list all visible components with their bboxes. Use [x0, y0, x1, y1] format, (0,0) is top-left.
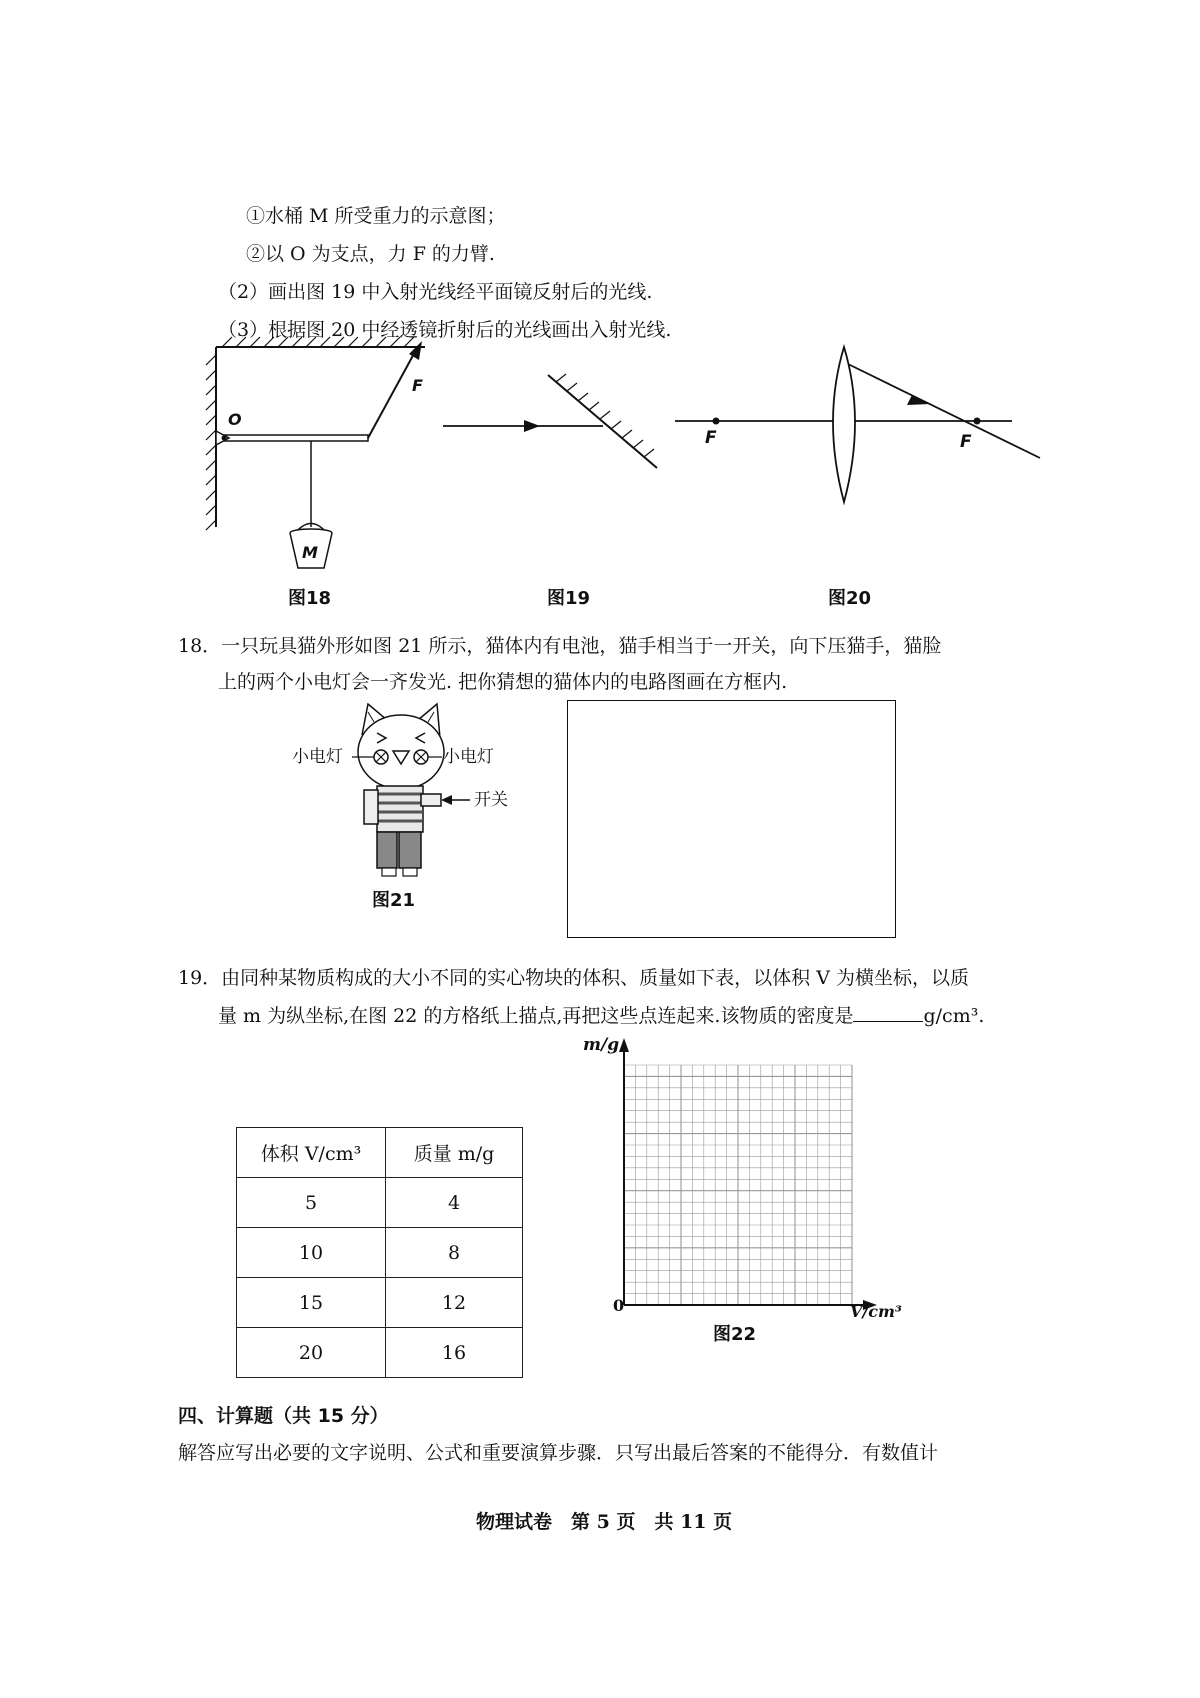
q19-line1: 19．由同种某物质构成的大小不同的实心物块的体积、质量如下表，以体积 V 为横坐标，以质	[178, 967, 969, 989]
table-cell: 5	[237, 1178, 386, 1228]
q17-sub1-a: ①水桶 M 所受重力的示意图；	[246, 205, 506, 227]
table-cell: 12	[386, 1278, 523, 1328]
table-cell: 16	[386, 1328, 523, 1378]
q18-line2: 上的两个小电灯会一齐发光. 把你猜想的猫体内的电路图画在方框内.	[218, 671, 788, 693]
q17-sub2: （2）画出图 19 中入射光线经平面镜反射后的光线.	[218, 281, 653, 303]
fig19-caption: 图19	[547, 588, 591, 609]
fig21-lamp-left-label: 小电灯	[292, 747, 343, 767]
section-4-title: 四、计算题（共 15 分）	[178, 1405, 389, 1427]
table-cell: 20	[237, 1328, 386, 1378]
table-cell: 15	[237, 1278, 386, 1328]
fig22-x-axis-label: V/cm³	[850, 1302, 902, 1321]
fig21-switch-label: 开关	[474, 790, 508, 810]
q18-line1: 18．一只玩具猫外形如图 21 所示，猫体内有电池，猫手相当于一开关，向下压猫手，猫脸	[178, 635, 942, 657]
table-cell: 10	[237, 1228, 386, 1278]
table-header-volume: 体积 V/cm³	[237, 1128, 386, 1178]
fig21-caption: 图21	[372, 890, 416, 911]
fig22-origin-label: 0	[613, 1296, 625, 1315]
q19-line2-text: 量 m 为纵坐标,在图 22 的方格纸上描点,再把这些点连起来.该物质的密度是	[218, 1005, 854, 1027]
table-header-mass: 质量 m/g	[386, 1128, 523, 1178]
table-cell: 8	[386, 1228, 523, 1278]
y-axis-arrow	[619, 1038, 629, 1052]
fig22-y-axis-label: m/g	[583, 1035, 620, 1055]
fig18-caption: 图18	[288, 588, 332, 609]
fig18-label-f: F	[412, 376, 423, 395]
table-cell: 4	[386, 1178, 523, 1228]
q19-unit: g/cm³.	[923, 1005, 985, 1027]
page-footer: 物理试卷 第 5 页 共 11 页	[476, 1511, 733, 1533]
section-4-intro: 解答应写出必要的文字说明、公式和重要演算步骤．只写出最后答案的不能得分．有数值计	[178, 1442, 939, 1464]
fig21-lamp-right-label: 小电灯	[443, 747, 494, 767]
fig18-label-m: M	[302, 543, 318, 562]
fig22-caption: 图22	[713, 1324, 757, 1345]
fig20-caption: 图20	[828, 588, 872, 609]
q17-sub3: （3）根据图 20 中经透镜折射后的光线画出入射光线.	[218, 319, 672, 341]
fig18-label-o: O	[228, 410, 242, 429]
q17-sub1-b: ②以 O 为支点，力 F 的力臂.	[246, 243, 495, 265]
fig20-label-f-right: F	[960, 432, 972, 452]
fig20-label-f-left: F	[705, 428, 717, 448]
